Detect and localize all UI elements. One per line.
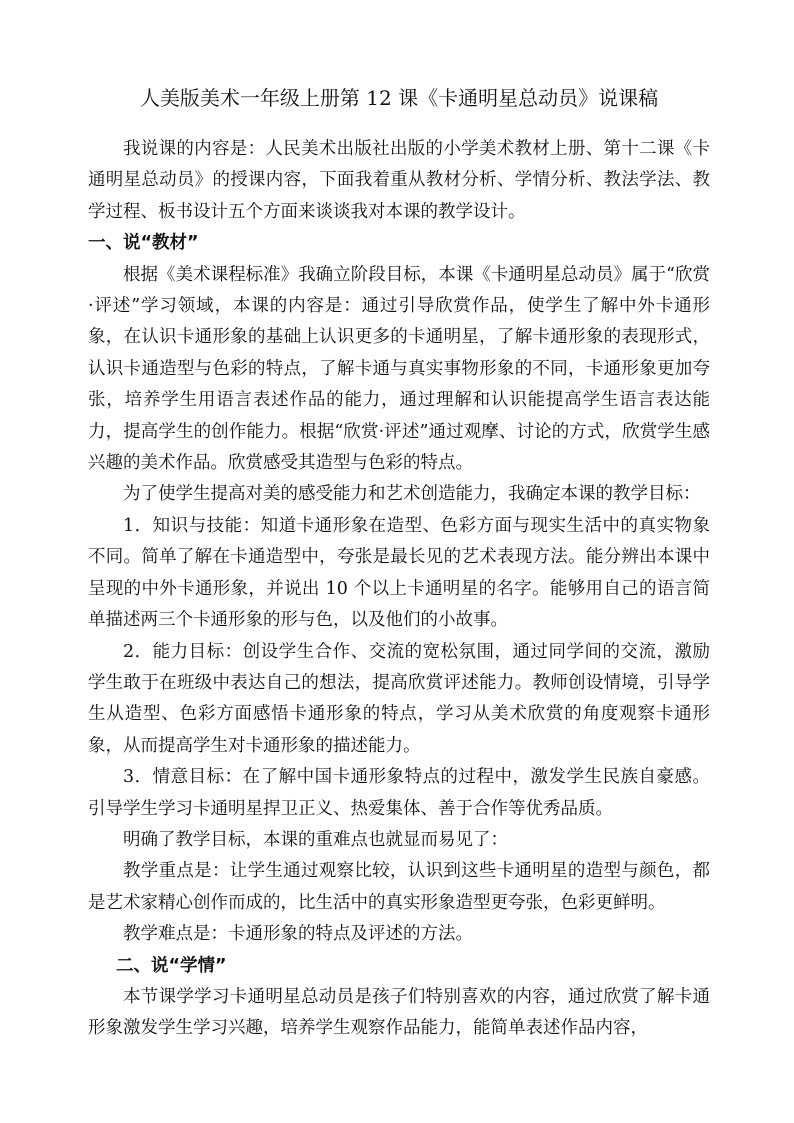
textbook-paragraph: 根据《美术课程标准》我确立阶段目标，本课《卡通明星总动员》属于“欣赏·评述”学习领域，本课的内容是：通过引导欣赏作品，使学生了解中外卡通形象，在认识卡通形象的基础上认识更多的卡通明星，了解卡通形象的表现形式，认识卡通造型与色彩的特点，了解卡通与真实事物形象的不同，卡通形象更加夸张，培养学生用语言表述作品的能力，通过理解和认识能提高学生语言表达能力，提高学生的创作能力。根据“欣赏·评述”通过观摩、讨论的方式，欣赏学生感兴趣的美术作品。欣赏感受其造型与色彩的特点。 bbox=[88, 264, 710, 474]
section-heading-textbook: 一、说“教材” bbox=[88, 233, 199, 254]
document-page bbox=[88, 80, 710, 1045]
teaching-key-point: 教学重点是：让学生通过观察比较，认识到这些卡通明星的造型与颜色，都是艺术家精心创作而成的，比生活中的真实形象造型更夸张，色彩更鲜明。 bbox=[88, 861, 710, 913]
key-difficulty-intro: 明确了教学目标，本课的重难点也就显而易见了： bbox=[123, 829, 508, 850]
goal-emotion: 3．情意目标：在了解中国卡通形象特点的过程中，激发学生民族自豪感。引导学生学习卡通明星捍卫正义、热爱集体、善于合作等优秀品质。 bbox=[88, 767, 710, 819]
intro-paragraph: 我说课的内容是：人民美术出版社出版的小学美术教材上册、第十二课《卡通明星总动员》的授课内容，下面我着重从教材分析、学情分析、教法学法、教学过程、板书设计五个方面来谈谈我对本课的教学设计。 bbox=[88, 139, 710, 222]
goal-ability: 2．能力目标：创设学生合作、交流的宽松氛围，通过同学间的交流，激励学生敢于在班级中表达自己的想法，提高欣赏评述能力。教师创设情境，引导学生从造型、色彩方面感悟卡通形象的特点，学习从美术欣赏的角度观察卡通形象，从而提高学生对卡通形象的描述能力。 bbox=[88, 641, 710, 756]
teaching-difficulty: 教学难点是：卡通形象的特点及评述的方法。 bbox=[123, 924, 473, 945]
document-title: 人美版美术一年级上册第 12 课《卡通明星总动员》说课稿 bbox=[139, 86, 659, 110]
learners-paragraph: 本节课学学习卡通明星总动员是孩子们特别喜欢的内容，通过欣赏了解卡通形象激发学生学习兴趣，培养学生观察作品能力，能简单表述作品内容， bbox=[88, 986, 710, 1039]
section-heading-learners: 二、说“学情” bbox=[116, 955, 227, 976]
teaching-goals-intro: 为了使学生提高对美的感受能力和艺术创造能力，我确定本课的教学目标： bbox=[123, 484, 701, 505]
goal-knowledge-skills: 1．知识与技能：知道卡通形象在造型、色彩方面与现实生活中的真实物象不同。简单了解在卡通造型中，夸张是最长见的艺术表现方法。能分辨出本课中呈现的中外卡通形象，并说出 10 个以上卡通明星的名字。能够用自己的语言简单描述两三个卡通形象的形与色，以及他们的小故事。 bbox=[88, 515, 710, 631]
